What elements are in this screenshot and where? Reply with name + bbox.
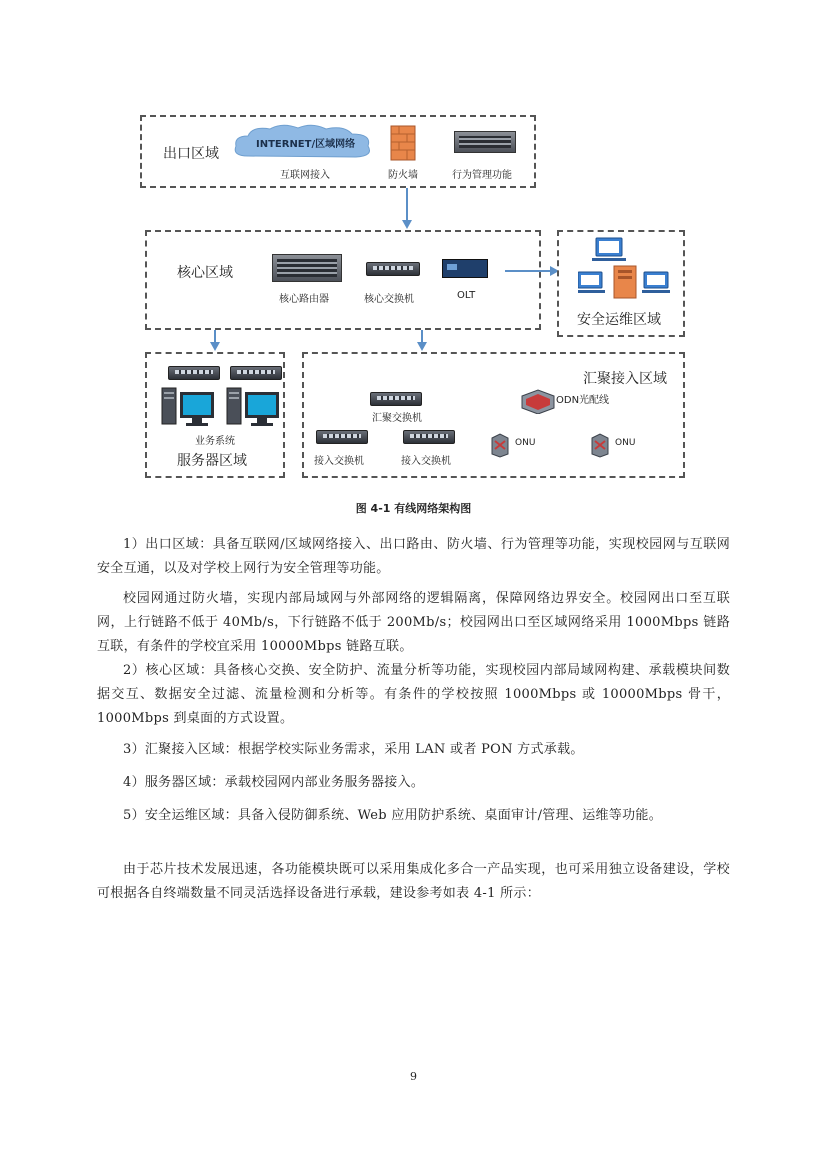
- paragraph-server-zone: 4）服务器区域：承载校园网内部业务服务器接入。: [123, 775, 425, 790]
- access-switch-caption-1: 接入交换机: [314, 456, 364, 467]
- server-zone-title: 服务器区域: [177, 453, 247, 469]
- behavior-caption: 行为管理功能: [452, 170, 512, 181]
- paragraph-core-zone: 2）核心区域：具备核心交换、安全防护、流量分析等功能，实现校园内部局域网构建、承载模块间数据交互、数据安全过滤、流量检测和分析等。有条件的学校按照 1000Mbps 或 10000Mbps 骨干，1000Mbps 到桌面的方式设置。: [97, 663, 730, 726]
- server-switch-icon: [168, 366, 220, 380]
- paragraph-exit-detail: 校园网通过防火墙，实现内部局域网与外部网络的逻辑隔离，保障网络边界安全。校园网出口至互联网，上行链路不低于 40Mb/s，下行链路不低于 200Mb/s；校园网出口至区域网络采用 1000Mbps 链路互联，有条件的学校宜采用 10000Mbps 链路互联。: [97, 591, 730, 654]
- onu-icon: [590, 432, 610, 458]
- server-computer-icon: [160, 386, 220, 428]
- paragraph-access-zone: 3）汇聚接入区域：根据学校实际业务需求，采用 LAN 或者 PON 方式承载。: [123, 742, 584, 757]
- odn-caption: ODN光配线: [556, 395, 610, 406]
- router-caption: 核心路由器: [279, 294, 329, 305]
- onu-caption-1: ONU: [515, 438, 536, 448]
- security-ops-icon: [578, 236, 670, 304]
- agg-switch-caption: 汇聚交换机: [372, 413, 422, 424]
- onu-icon: [490, 432, 510, 458]
- core-switch-icon: [366, 262, 420, 276]
- security-zone-title: 安全运维区域: [577, 312, 661, 328]
- arrow-down-icon: [210, 342, 220, 351]
- access-zone-title: 汇聚接入区域: [583, 371, 667, 387]
- access-switch-icon: [316, 430, 368, 444]
- link-exit-to-core: [406, 188, 408, 222]
- arrow-down-icon: [417, 342, 427, 351]
- olt-icon: [442, 259, 488, 278]
- arrow-down-icon: [402, 220, 412, 229]
- core-switch-caption: 核心交换机: [364, 294, 414, 305]
- aggregation-switch-icon: [370, 392, 422, 406]
- figure-caption: 图 4-1 有线网络架构图: [355, 502, 472, 515]
- core-router-icon: [272, 254, 342, 282]
- paragraph-deployment: 由于芯片技术发展迅速，各功能模块既可以采用集成化多合一产品实现，也可采用独立设备建设，学校可根据各自终端数量不同灵活选择设备进行承载，建设参考如表 4-1 所示：: [97, 862, 730, 901]
- onu-caption-2: ONU: [615, 438, 636, 448]
- link-core-to-security: [505, 270, 551, 272]
- core-zone-title: 核心区域: [177, 265, 233, 281]
- server-computer-icon: [225, 386, 285, 428]
- cloud-label: INTERNET/区域网络: [256, 139, 356, 150]
- odn-icon: [520, 388, 556, 414]
- business-caption: 业务系统: [195, 436, 235, 447]
- olt-caption: OLT: [457, 290, 476, 301]
- firewall-icon: [389, 124, 417, 162]
- exit-zone-title: 出口区域: [163, 146, 219, 162]
- internet-caption: 互联网接入: [280, 170, 330, 181]
- server-switch-icon: [230, 366, 282, 380]
- access-switch-caption-2: 接入交换机: [401, 456, 451, 467]
- paragraph-exit-zone: 1）出口区域：具备互联网/区域网络接入、出口路由、防火墙、行为管理等功能，实现校园网与互联网安全互通，以及对学校上网行为安全管理等功能。: [97, 537, 730, 576]
- page-number: 9: [410, 1070, 417, 1083]
- access-switch-icon: [403, 430, 455, 444]
- behavior-mgmt-device-icon: [454, 131, 516, 153]
- firewall-caption: 防火墙: [388, 170, 418, 181]
- paragraph-security-zone: 5）安全运维区域：具备入侵防御系统、Web 应用防护系统、桌面审计/管理、运维等功能。: [123, 808, 663, 823]
